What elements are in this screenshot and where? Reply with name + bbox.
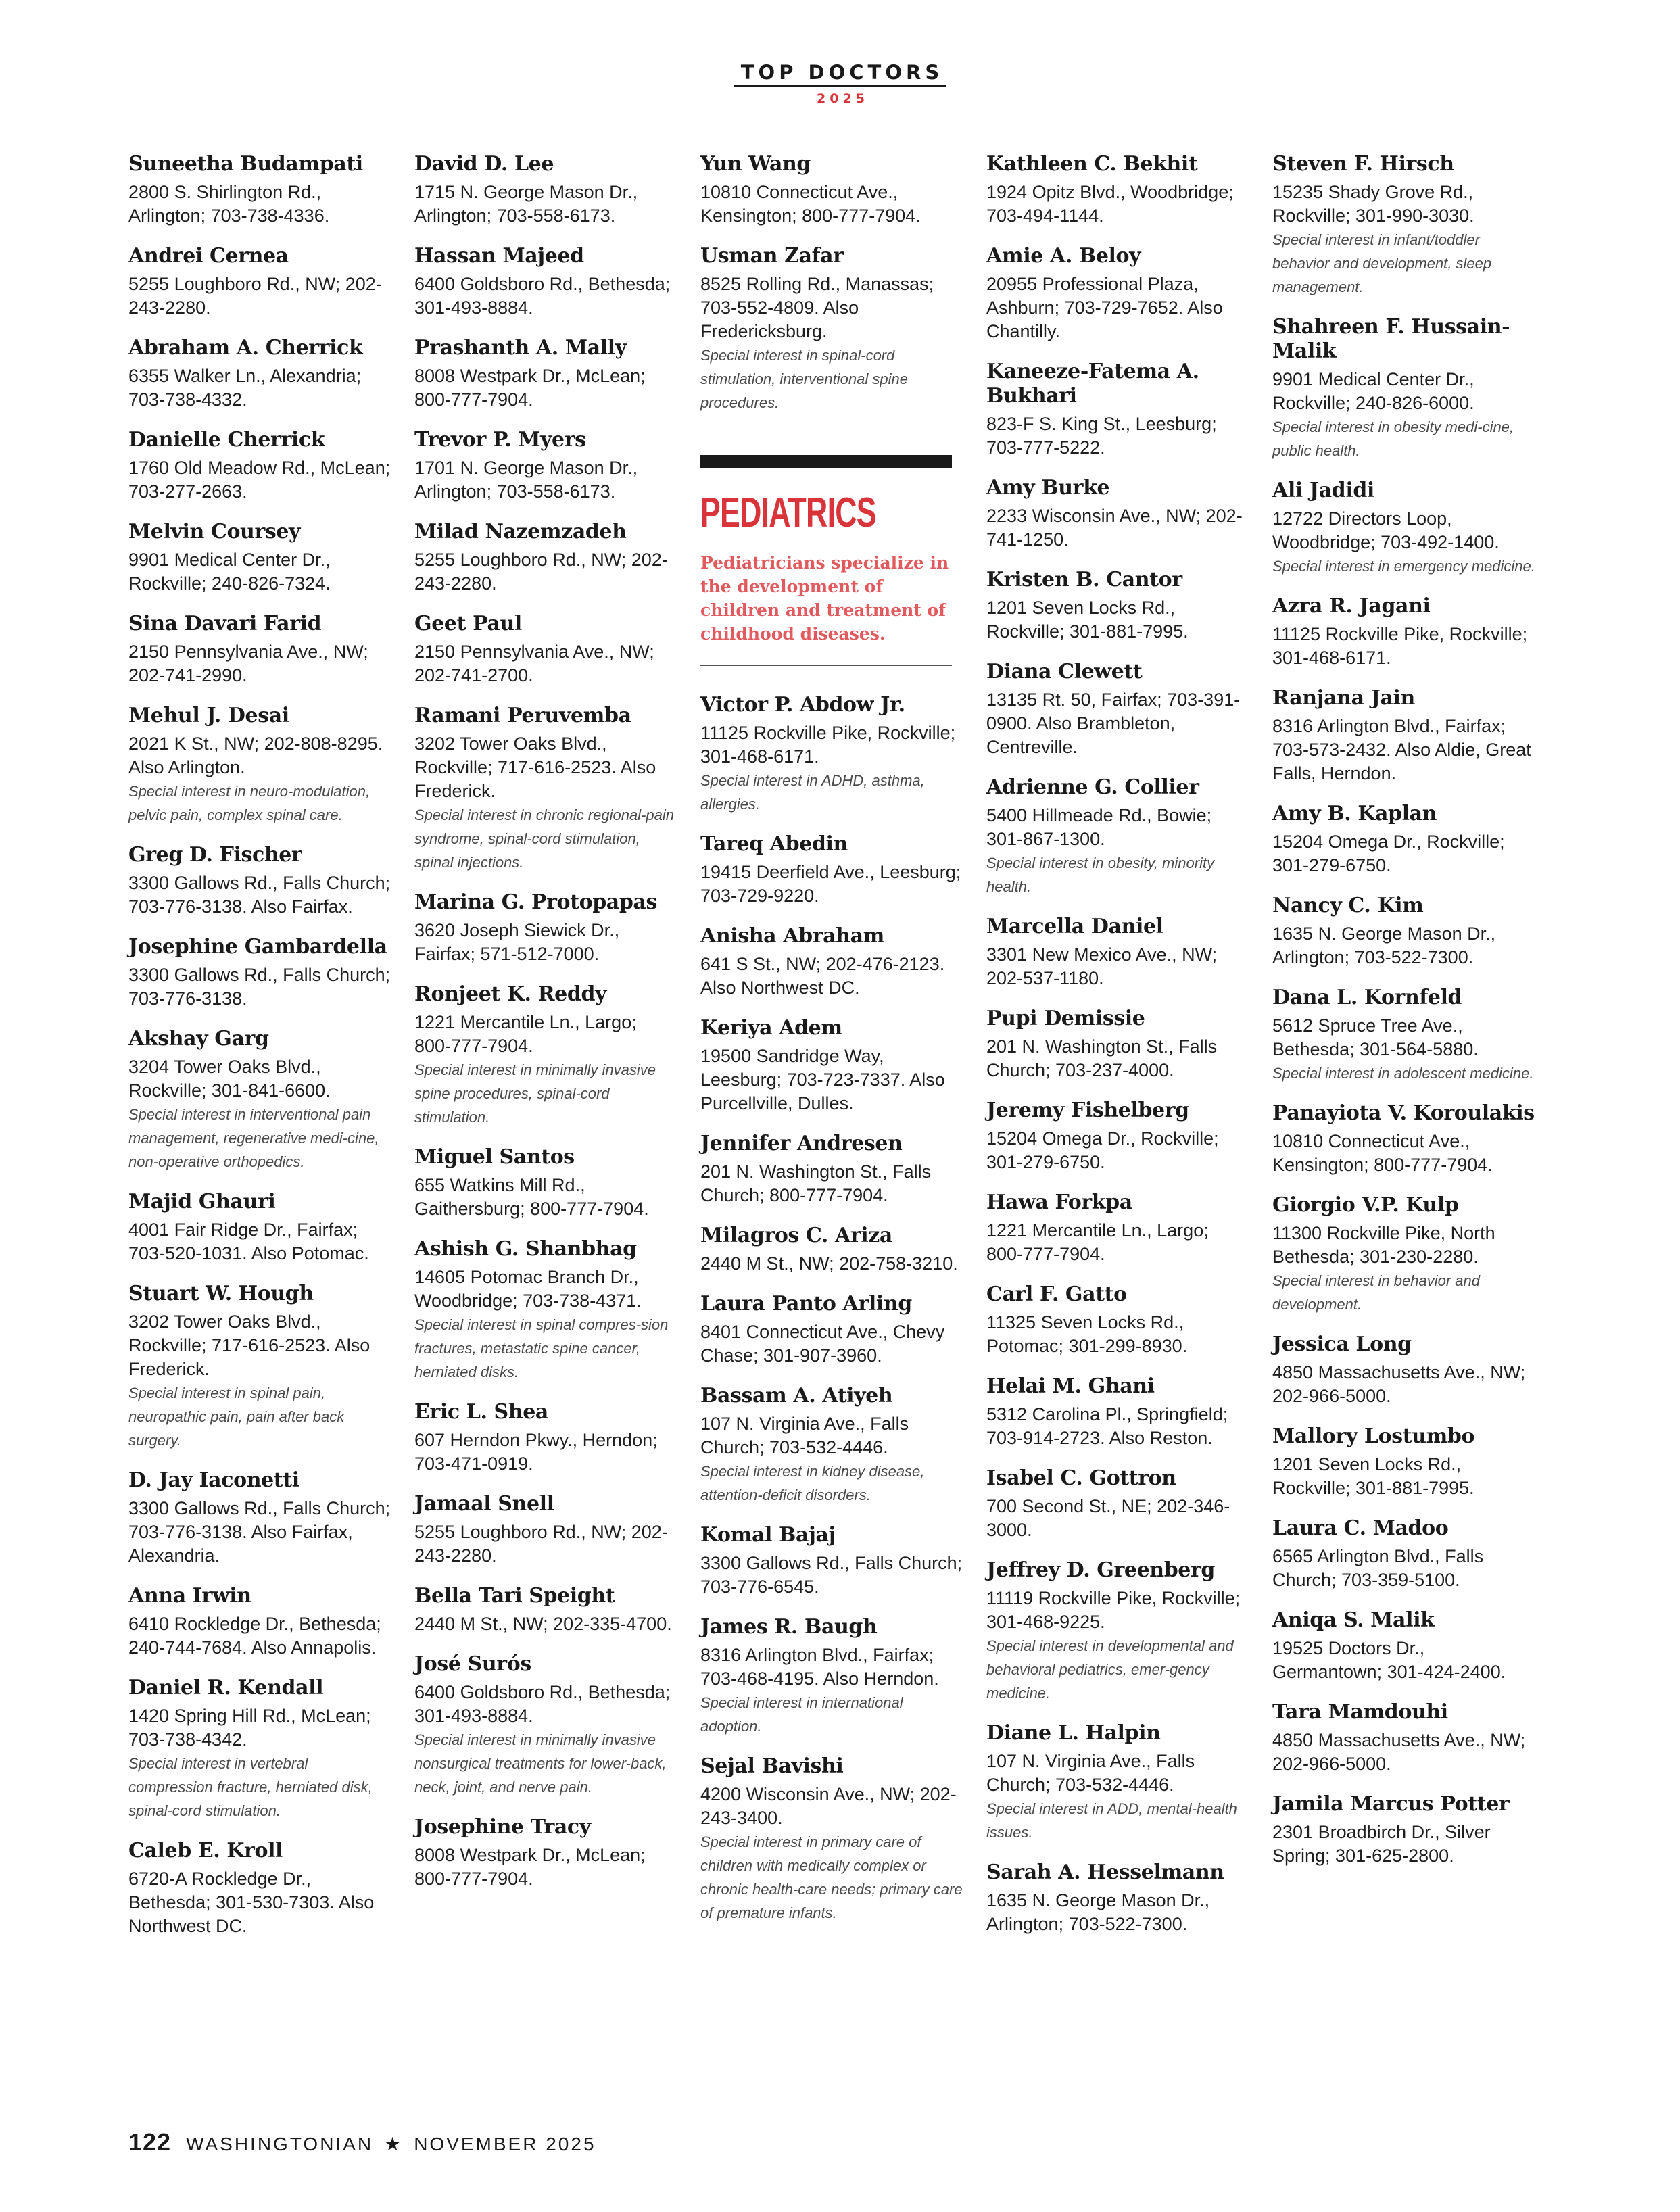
doctor-listing [700,832,964,908]
doctor-address: 1635 N. George Mason Dr., Arlington; 703-522-7300. [1272,923,1496,967]
doctor-listing [128,1468,392,1568]
doctor-name: Adrienne G. Collier [986,775,1199,799]
doctor-name: Kristen B. Cantor [986,568,1182,592]
doctor-listing [1272,1332,1536,1408]
doctor-address: 9901 Medical Center Dr., Rockville; 240-826-6000. [1272,369,1474,413]
doctor-address: 11119 Rockville Pike, Rockville; 301-468-9225. [986,1588,1241,1632]
doctor-listing [700,1292,964,1368]
doctor-listing [128,843,392,919]
doctor-address: 10810 Connecticut Ave., Kensington; 800-777-7904. [700,182,921,226]
doctor-name: Laura Panto Arling [700,1292,912,1316]
special-interest-note: Special interest in minimally invasive nonsurgical treatments for lower-back, neck, joint, and nerve pain. [414,1731,667,1796]
doctor-listing [414,1145,678,1221]
doctor-listing [1272,315,1536,462]
star-icon: ★ [384,2134,404,2155]
listing-column-5 [1272,152,1536,1884]
doctor-name: Amy B. Kaplan [1272,802,1437,825]
doctor-address: 1201 Seven Locks Rd., Rockville; 301-881-7995. [986,598,1189,642]
doctor-listing [1272,1193,1536,1316]
doctor-listing [414,1584,678,1636]
doctor-address: 10810 Connecticut Ave., Kensington; 800-777-7904. [1272,1131,1493,1175]
doctor-address: 5612 Spruce Tree Ave., Bethesda; 301-564-5880. [1272,1015,1479,1059]
pediatrics-heading: PEDIATRICS [700,489,876,536]
doctor-name: Sarah A. Hesselmann [986,1860,1224,1884]
special-interest-note: Special interest in ADHD, asthma, allergies. [700,772,925,813]
doctor-name: Pupi Demissie [986,1007,1145,1030]
doctor-listing [700,1224,964,1276]
doctor-name: Prashanth A. Mally [414,336,627,360]
doctor-name: Mallory Lostumbo [1272,1424,1475,1448]
doctor-address: 1221 Mercantile Ln., Largo; 800-777-7904. [986,1220,1209,1264]
doctor-listing [700,693,964,816]
doctor-listing [128,1839,392,1938]
doctor-name: D. Jay Iaconetti [128,1468,299,1492]
section-title: TOP DOCTORS [734,61,946,87]
doctor-address: 19415 Deerfield Ave., Leesburg; 703-729-9220. [700,862,961,906]
doctor-listing [986,244,1250,343]
doctor-name: Yun Wang [700,152,811,176]
doctor-listing [700,1016,964,1115]
doctor-name: Danielle Cherrick [128,428,325,452]
doctor-name: Anna Irwin [128,1584,251,1608]
doctor-listing [414,428,678,504]
doctor-address: 5255 Loughboro Rd., NW; 202-243-2280. [128,274,382,318]
pediatrics-description: Pediatricians specialize in the development of children and treatment of childhood diseases. [700,551,952,666]
doctor-name: Keriya Adem [700,1016,842,1040]
special-interest-note: Special interest in chronic regional-pain syndrome, spinal-cord stimulation, spinal injections. [414,807,674,871]
doctor-address: 8525 Rolling Rd., Manassas; 703-552-4809. Also Fredericksburg. [700,274,934,341]
doctor-name: Steven F. Hirsch [1272,152,1454,176]
doctor-listing [700,1384,964,1507]
doctor-listing [986,775,1250,898]
doctor-name: Anisha Abraham [700,924,884,948]
doctor-name: Caleb E. Kroll [128,1839,283,1862]
doctor-name: Ali Jadidi [1272,479,1374,502]
doctor-address: 1420 Spring Hill Rd., McLean; 703-738-4342. [128,1706,371,1750]
doctor-name: Geet Paul [414,612,522,635]
doctor-name: Victor P. Abdow Jr. [700,693,905,717]
doctor-address: 3301 New Mexico Ave., NW; 202-537-1180. [986,944,1218,988]
doctor-address: 201 N. Washington St., Falls Church; 703-237-4000. [986,1036,1218,1080]
doctor-listing [986,1007,1250,1082]
special-interest-note: Special interest in minimally invasive spine procedures, spinal-cord stimulation. [414,1061,656,1126]
doctor-name: Giorgio V.P. Kulp [1272,1193,1459,1217]
doctor-address: 2021 K St., NW; 202-808-8295. Also Arlington. [128,734,383,777]
doctor-listing [414,1815,678,1891]
doctor-name: Majid Ghauri [128,1190,276,1213]
doctor-address: 15235 Shady Grove Rd., Rockville; 301-990-3030. [1272,182,1474,226]
doctor-name: Kaneeze-Fatema A. Bukhari [986,360,1199,408]
doctor-listing [128,152,392,228]
doctor-address: 3300 Gallows Rd., Falls Church; 703-776-3138. Also Fairfax, Alexandria. [128,1498,391,1566]
doctor-address: 2440 M St., NW; 202-335-4700. [414,1614,672,1634]
doctor-listing [986,1860,1250,1936]
doctor-name: Ashish G. Shanbhag [414,1237,637,1261]
doctor-name: Jeremy Fishelberg [986,1099,1189,1122]
doctor-listing [128,1676,392,1823]
doctor-address: 655 Watkins Mill Rd., Gaithersburg; 800-777-7904. [414,1175,649,1219]
doctor-name: Sina Davari Farid [128,612,322,635]
doctor-listing [128,1190,392,1266]
doctor-name: Jennifer Andresen [700,1132,903,1155]
doctor-name: Andrei Cernea [128,244,289,268]
doctor-listing [1272,1516,1536,1592]
doctor-name: Kathleen C. Bekhit [986,152,1198,176]
doctor-address: 4850 Massachusetts Ave., NW; 202-966-5000. [1272,1362,1526,1406]
page-footer [128,2128,596,2157]
doctor-address: 5312 Carolina Pl., Springfield; 703-914-2723. Also Reston. [986,1404,1228,1448]
doctor-name: Josephine Gambardella [128,935,387,959]
doctor-listing [128,1282,392,1452]
doctor-name: José Surós [414,1652,531,1676]
special-interest-note: Special interest in vertebral compression fracture, herniated disk, spinal-cord stimulation. [128,1755,373,1819]
doctor-address: 6410 Rockledge Dr., Bethesda; 240-744-7684. Also Annapolis. [128,1614,381,1658]
doctor-address: 8008 Westpark Dr., McLean; 800-777-7904. [414,366,646,410]
doctor-name: Suneetha Budampati [128,152,363,176]
listing-column-1 [128,152,392,1954]
special-interest-note: Special interest in infant/toddler behavior and development, sleep management. [1272,231,1492,295]
doctor-listing [414,520,678,596]
doctor-listing [986,152,1250,228]
doctor-address: 3300 Gallows Rd., Falls Church; 703-776-3138. Also Fairfax. [128,873,391,917]
doctor-listing [128,612,392,688]
special-interest-note: Special interest in neuro-modulation, pelvic pain, complex spinal care. [128,783,370,823]
doctor-address: 6565 Arlington Blvd., Falls Church; 703-359-5100. [1272,1546,1484,1590]
doctor-listing [986,1191,1250,1266]
doctor-listing [414,612,678,688]
section-year: 2025 [817,91,869,106]
doctor-address: 5255 Loughboro Rd., NW; 202-243-2280. [414,1522,668,1566]
doctor-address: 1221 Mercantile Ln., Largo; 800-777-7904. [414,1012,637,1056]
doctor-address: 3300 Gallows Rd., Falls Church; 703-776-6545. [700,1553,963,1597]
doctor-listing [1272,986,1536,1085]
doctor-address: 11125 Rockville Pike, Rockville; 301-468-6171. [700,723,956,767]
doctor-address: 19525 Doctors Dr., Germantown; 301-424-2400. [1272,1638,1506,1682]
doctor-listing [414,1237,678,1384]
doctor-listing [700,1132,964,1207]
special-interest-note: Special interest in spinal compres-sion fractures, metastatic spine cancer, herniated disks. [414,1316,669,1380]
doctor-address: 823-F S. King St., Leesburg; 703-777-5222. [986,414,1217,458]
doctor-listing [986,1721,1250,1844]
doctor-name: Dana L. Kornfeld [1272,986,1462,1009]
doctor-address: 1715 N. George Mason Dr., Arlington; 703-558-6173. [414,182,638,226]
doctor-address: 11125 Rockville Pike, Rockville; 301-468-6171. [1272,624,1528,668]
doctor-address: 1635 N. George Mason Dr., Arlington; 703-522-7300. [986,1890,1210,1934]
doctor-address: 2233 Wisconsin Ave., NW; 202-741-1250. [986,506,1243,550]
doctor-name: Bassam A. Atiyeh [700,1384,893,1408]
doctor-name: Eric L. Shea [414,1400,548,1424]
doctor-address: 3202 Tower Oaks Blvd., Rockville; 717-616-2523. Also Frederick. [128,1312,370,1379]
doctor-listing [1272,594,1536,670]
doctor-listing [1272,479,1536,578]
doctor-listing [700,1523,964,1599]
section-divider-bar [700,455,952,468]
doctor-address: 9901 Medical Center Dr., Rockville; 240-826-7324. [128,550,331,594]
doctor-listing [986,660,1250,759]
doctor-name: Nancy C. Kim [1272,894,1424,917]
special-interest-note: Special interest in primary care of children with medically complex or chronic health-care needs; primary care of premature infants. [700,1833,963,1921]
doctor-listing [1272,1608,1536,1684]
doctor-name: Tareq Abedin [700,832,848,856]
doctor-name: Greg D. Fischer [128,843,302,867]
doctor-address: 4850 Massachusetts Ave., NW; 202-966-5000. [1272,1730,1526,1774]
doctor-listing [986,360,1250,460]
doctor-address: 11300 Rockville Pike, North Bethesda; 301-230-2280. [1272,1223,1495,1267]
doctor-address: 201 N. Washington St., Falls Church; 800-777-7904. [700,1161,932,1205]
doctor-address: 107 N. Virginia Ave., Falls Church; 703-532-4446. [700,1414,909,1458]
doctor-address: 6720-A Rockledge Dr., Bethesda; 301-530-7303. Also Northwest DC. [128,1869,375,1936]
publication-name: WASHINGTONIAN [186,2134,374,2155]
doctor-address: 8401 Connecticut Ave., Chevy Chase; 301-907-3960. [700,1322,945,1366]
doctor-listing [414,704,678,874]
doctor-listing [986,476,1250,552]
doctor-address: 2150 Pennsylvania Ave., NW; 202-741-2700. [414,642,654,686]
doctor-address: 8316 Arlington Blvd., Fairfax; 703-468-4195. Also Herndon. [700,1645,939,1689]
doctor-name: Mehul J. Desai [128,704,289,727]
doctor-address: 19500 Sandridge Way, Leesburg; 703-723-7337. Also Purcellville, Dulles. [700,1046,945,1113]
doctor-address: 6400 Goldsboro Rd., Bethesda; 301-493-8884. [414,274,671,318]
doctor-address: 12722 Directors Loop, Woodbridge; 703-492-1400. [1272,508,1499,552]
special-interest-note: Special interest in spinal-cord stimulation, interventional spine procedures. [700,347,908,411]
doctor-name: Amy Burke [986,476,1110,500]
doctor-name: James R. Baugh [700,1615,878,1639]
doctor-listing [1272,1700,1536,1776]
doctor-name: Marcella Daniel [986,915,1163,938]
doctor-listing [414,244,678,320]
special-interest-note: Special interest in international adoption. [700,1694,903,1735]
doctor-listing [128,1584,392,1660]
doctor-listing [1272,1424,1536,1500]
doctor-address: 5400 Hillmeade Rd., Bowie; 301-867-1300. [986,805,1212,849]
special-interest-note: Special interest in kidney disease, attention-deficit disorders. [700,1463,925,1504]
doctor-name: Ranjana Jain [1272,686,1415,710]
doctor-name: Milagros C. Ariza [700,1224,892,1247]
doctor-name: Miguel Santos [414,1145,575,1169]
doctor-address: 2440 M St., NW; 202-758-3210. [700,1253,958,1274]
doctor-name: Melvin Coursey [128,520,301,544]
doctor-listing [700,1754,964,1925]
doctor-address: 3204 Tower Oaks Blvd., Rockville; 301-841-6600. [128,1057,331,1101]
special-interest-note: Special interest in developmental and behavioral pediatrics, emer-gency medicine. [986,1637,1234,1702]
doctor-name: Daniel R. Kendall [128,1676,324,1700]
doctor-address: 641 S St., NW; 202-476-2123. Also Northwest DC. [700,954,945,998]
doctor-name: Ronjeet K. Reddy [414,982,607,1006]
doctor-listing [700,152,964,228]
doctor-name: Panayiota V. Koroulakis [1272,1101,1535,1125]
doctor-address: 6400 Goldsboro Rd., Bethesda; 301-493-8884. [414,1682,671,1726]
pediatrics-section-header [700,455,964,666]
doctor-listing [414,336,678,412]
doctor-listing [700,244,964,414]
doctor-listing [128,935,392,1011]
doctor-listing [986,568,1250,644]
doctor-address: 1201 Seven Locks Rd., Rockville; 301-881-7995. [1272,1454,1474,1498]
special-interest-note: Special interest in behavior and development. [1272,1272,1480,1313]
doctor-listing [414,152,678,228]
doctor-address: 2150 Pennsylvania Ave., NW; 202-741-2990. [128,642,368,686]
doctor-listing [414,890,678,966]
doctor-address: 2800 S. Shirlington Rd., Arlington; 703-738-4336. [128,182,330,226]
special-interest-note: Special interest in obesity medi-cine, public health. [1272,418,1514,459]
doctor-address: 4200 Wisconsin Ave., NW; 202-243-3400. [700,1784,957,1828]
doctor-address: 3620 Joseph Siewick Dr., Fairfax; 571-512-7000. [414,920,620,964]
doctor-address: 6355 Walker Ln., Alexandria; 703-738-4332. [128,366,362,410]
doctor-listing [414,982,678,1129]
doctor-listing [128,1027,392,1174]
special-interest-note: Special interest in adolescent medicine. [1272,1065,1534,1082]
doctor-name: Jessica Long [1272,1332,1412,1356]
listing-column-3 [700,152,964,1941]
doctor-address: 14605 Potomac Branch Dr., Woodbridge; 703-738-4371. [414,1267,642,1311]
doctor-listing [986,1282,1250,1358]
issue-date: NOVEMBER 2025 [414,2134,596,2155]
doctor-name: Aniqa S. Malik [1272,1608,1435,1632]
doctor-name: Ramani Peruvemba [414,704,631,727]
doctor-name: Shahreen F. Hussain-Malik [1272,315,1510,363]
special-interest-note: Special interest in interventional pain management, regenerative medi-cine, non-operative orthopedics. [128,1106,379,1170]
doctor-listing [128,244,392,320]
doctor-listing [414,1652,678,1799]
doctor-address: 3202 Tower Oaks Blvd., Rockville; 717-616-2523. Also Frederick. [414,734,656,801]
listing-column-2 [414,152,678,1907]
doctor-name: Milad Nazemzadeh [414,520,627,544]
special-interest-note: Special interest in emergency medicine. [1272,558,1535,575]
doctor-name: Stuart W. Hough [128,1282,314,1305]
doctor-address: 15204 Omega Dr., Rockville; 301-279-6750. [986,1128,1219,1172]
doctor-address: 5255 Loughboro Rd., NW; 202-243-2280. [414,550,668,594]
doctor-listing [986,1558,1250,1705]
doctor-listing [1272,1101,1536,1177]
doctor-listing [1272,802,1536,877]
doctor-name: Diana Clewett [986,660,1143,683]
doctor-name: Jamaal Snell [414,1492,554,1516]
doctor-listing [414,1492,678,1568]
doctor-name: Helai M. Ghani [986,1374,1155,1398]
doctor-name: Laura C. Madoo [1272,1516,1449,1540]
doctor-listing [986,1466,1250,1542]
doctor-address: 2301 Broadbirch Dr., Silver Spring; 301-625-2800. [1272,1822,1491,1866]
doctor-address: 15204 Omega Dr., Rockville; 301-279-6750. [1272,832,1505,875]
listing-column-4 [986,152,1250,1952]
doctor-listing [128,336,392,412]
doctor-name: Amie A. Beloy [986,244,1141,268]
doctor-address: 107 N. Virginia Ave., Falls Church; 703-532-4446. [986,1751,1195,1795]
special-interest-note: Special interest in obesity, minority health. [986,855,1215,895]
doctor-listing [700,924,964,1000]
special-interest-note: Special interest in ADD, mental-health issues. [986,1800,1237,1841]
doctor-listing [986,915,1250,990]
doctor-name: Trevor P. Myers [414,428,586,452]
doctor-address: 4001 Fair Ridge Dr., Fairfax; 703-520-1031. Also Potomac. [128,1220,369,1264]
doctor-listing [986,1374,1250,1450]
doctor-name: Carl F. Gatto [986,1282,1127,1306]
doctor-name: Komal Bajaj [700,1523,836,1547]
doctor-address: 8008 Westpark Dr., McLean; 800-777-7904. [414,1845,646,1889]
doctor-listing [128,704,392,827]
doctor-listing [1272,686,1536,786]
doctor-listing [986,1099,1250,1174]
special-interest-note: Special interest in spinal pain, neuropathic pain, pain after back surgery. [128,1385,345,1449]
doctor-listing [700,1615,964,1738]
doctor-listing [1272,1792,1536,1868]
doctor-address: 1760 Old Meadow Rd., McLean; 703-277-2663. [128,458,391,502]
doctor-name: Josephine Tracy [414,1815,591,1839]
doctor-name: Jamila Marcus Potter [1272,1792,1510,1816]
doctor-name: Hassan Majeed [414,244,584,268]
doctor-name: Sejal Bavishi [700,1754,844,1778]
doctor-name: Akshay Garg [128,1027,269,1051]
doctor-name: Tara Mamdouhi [1272,1700,1448,1724]
doctor-listing [128,520,392,596]
doctor-address: 1924 Opitz Blvd., Woodbridge; 703-494-1144. [986,182,1234,226]
doctor-name: Azra R. Jagani [1272,594,1431,618]
page-header [0,61,1680,106]
doctor-address: 13135 Rt. 50, Fairfax; 703-391-0900. Also Brambleton, Centreville. [986,690,1241,757]
doctor-listing [414,1400,678,1476]
doctor-listing [128,428,392,504]
doctor-address: 8316 Arlington Blvd., Fairfax; 703-573-2432. Also Aldie, Great Falls, Herndon. [1272,716,1531,784]
doctor-name: Usman Zafar [700,244,844,268]
doctor-address: 1701 N. George Mason Dr., Arlington; 703-558-6173. [414,458,638,502]
doctor-address: 11325 Seven Locks Rd., Potomac; 301-299-8930. [986,1312,1188,1356]
doctor-address: 3300 Gallows Rd., Falls Church; 703-776-3138. [128,965,391,1009]
doctor-name: David D. Lee [414,152,554,176]
doctor-address: 607 Herndon Pkwy., Herndon; 703-471-0919. [414,1430,658,1474]
doctor-listing [1272,894,1536,969]
page-number: 122 [128,2128,172,2156]
doctor-address: 700 Second St., NE; 202-346-3000. [986,1496,1230,1540]
doctor-name: Jeffrey D. Greenberg [986,1558,1215,1582]
doctor-address: 20955 Professional Plaza, Ashburn; 703-729-7652. Also Chantilly. [986,274,1223,341]
doctor-name: Abraham A. Cherrick [128,336,363,360]
doctor-name: Bella Tari Speight [414,1584,615,1608]
doctor-name: Marina G. Protopapas [414,890,657,914]
doctor-name: Isabel C. Gottron [986,1466,1176,1490]
doctor-name: Hawa Forkpa [986,1191,1132,1214]
doctor-listing [1272,152,1536,299]
doctor-name: Diane L. Halpin [986,1721,1161,1745]
